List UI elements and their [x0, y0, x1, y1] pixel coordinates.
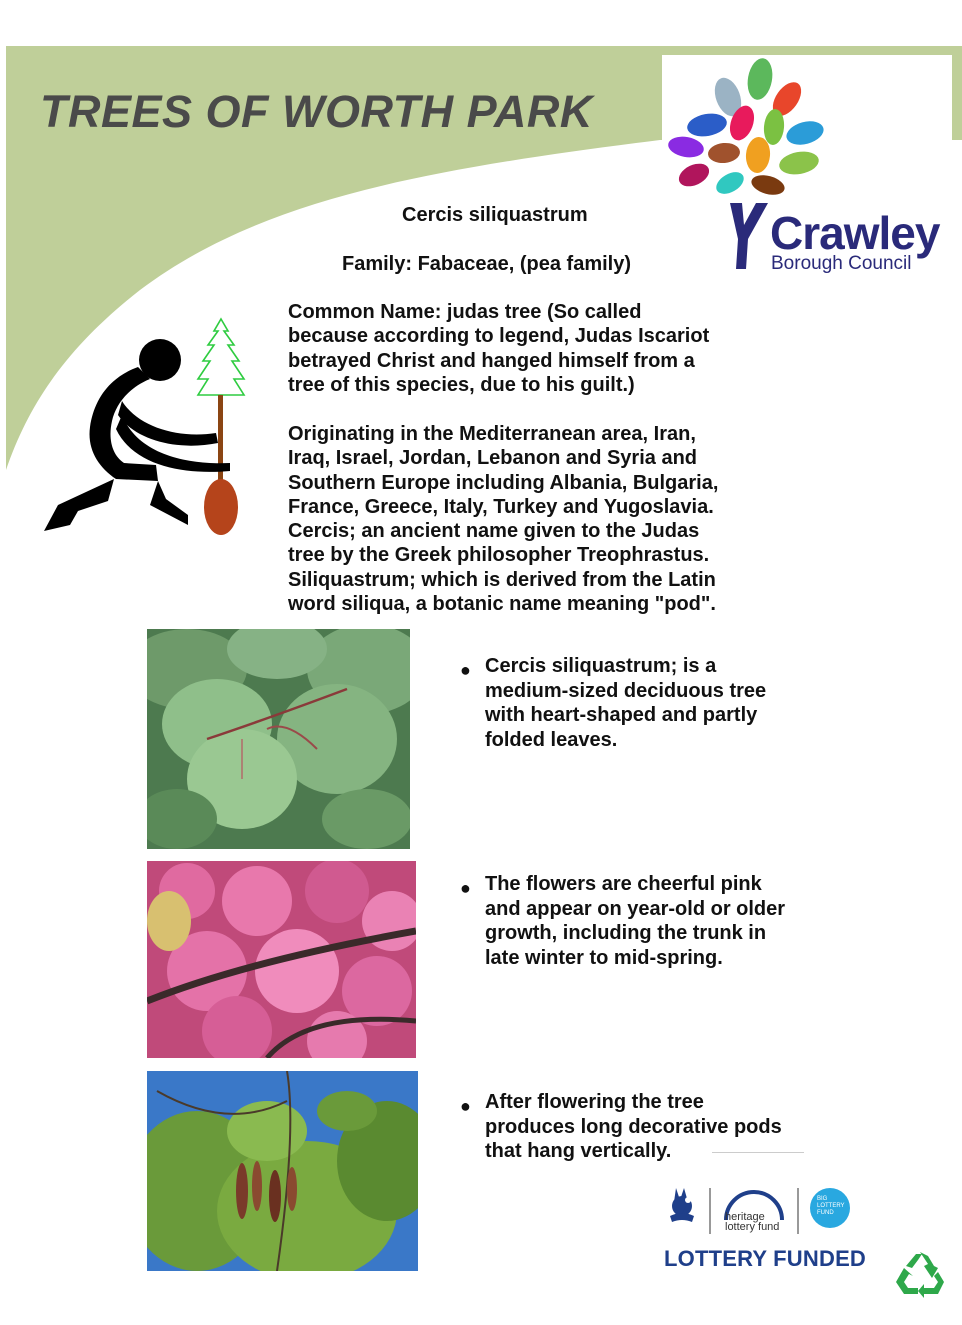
lottery-crossed-fingers-icon	[662, 1186, 702, 1234]
big-lottery-fund-icon	[810, 1188, 850, 1228]
seed-pods-photo	[147, 1071, 418, 1271]
bullet-line: that hang vertically.	[485, 1140, 672, 1162]
recycle-icon	[894, 1250, 946, 1300]
pink-flowers-photo	[147, 861, 416, 1058]
bullet-line: After flowering the tree	[485, 1091, 704, 1113]
paragraph-line: tree of this species, due to his guilt.)	[288, 373, 635, 396]
hlf-text-line1: heritage	[725, 1211, 765, 1223]
bullet-line: and appear on year-old or older	[485, 897, 786, 920]
bullet-line: growth, including the trunk in	[485, 922, 767, 944]
bullet-marker: ●	[460, 1096, 471, 1116]
paragraph-line: Cercis; an ancient name given to the Judas	[288, 520, 700, 543]
paragraph-line: betrayed Christ and hanged himself from a	[288, 349, 695, 372]
hlf-text-line2: lottery fund	[725, 1221, 780, 1233]
common-name-paragraph	[288, 300, 808, 397]
paragraph-line: tree by the Greek philosopher Treophrastus.	[288, 544, 710, 567]
council-subtitle: Borough Council	[771, 253, 912, 274]
paragraph-line: Originating in the Mediterranean area, Iran,	[288, 423, 696, 445]
paragraph-line: Iraq, Israel, Jordan, Lebanon and Syria and	[288, 447, 698, 470]
bullet-line: Cercis siliquastrum; is a	[485, 655, 717, 677]
bullet-line: produces long decorative pods	[485, 1115, 782, 1138]
paragraph-line: word siliqua, a botanic name meaning "pod".	[288, 593, 716, 616]
origin-paragraph	[288, 422, 808, 616]
bullet-line: with heart-shaped and partly	[485, 704, 758, 726]
big-fund-line: LOTTERY	[817, 1203, 845, 1209]
big-fund-line: BIG	[817, 1196, 828, 1202]
council-wordmark: Crawley	[770, 207, 940, 259]
bullet-line: late winter to mid-spring.	[485, 946, 723, 969]
paragraph-line: Siliquastrum; which is derived from the Latin	[288, 568, 716, 591]
gardener-planting-tree-icon	[38, 315, 248, 545]
family-name: Family: Fabaceae, (pea family)	[342, 253, 632, 275]
logo-divider	[709, 1188, 711, 1234]
paragraph-line: France, Greece, Italy, Turkey and Yugoslavia.	[288, 495, 714, 518]
bullet-marker: ●	[460, 660, 471, 680]
bullet-line: The flowers are cheerful pink	[485, 873, 762, 895]
big-fund-line: FUND	[817, 1210, 834, 1216]
paragraph-line: Southern Europe including Albania, Bulgaria,	[288, 471, 719, 494]
leaves-photo	[147, 629, 410, 849]
bullet-line: folded leaves.	[485, 728, 618, 751]
logo-divider	[797, 1188, 799, 1234]
paragraph-line: Common Name: judas tree (So called	[288, 301, 642, 323]
latin-name: Cercis siliquastrum	[402, 204, 588, 226]
lottery-funded-label: LOTTERY FUNDED	[664, 1246, 867, 1271]
bullet-marker: ●	[460, 878, 471, 898]
page-title: TREES OF WORTH PARK	[40, 86, 593, 137]
divider	[712, 1152, 804, 1153]
paragraph-line: because according to legend, Judas Iscariot	[288, 325, 710, 348]
bullet-line: medium-sized deciduous tree	[485, 679, 767, 702]
